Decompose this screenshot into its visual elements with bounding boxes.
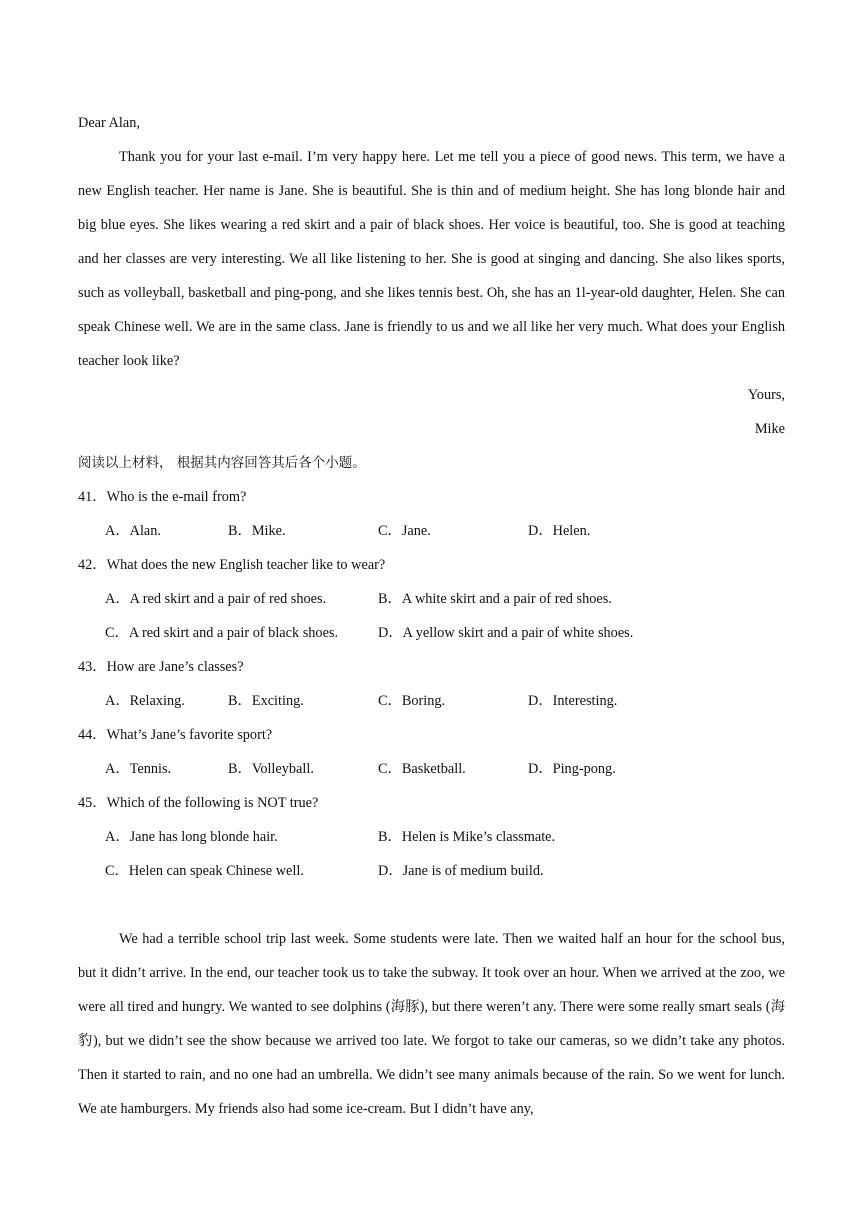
- options-41: [78, 514, 785, 548]
- option-44-d[interactable]: D．Ping-pong.: [528, 761, 616, 777]
- question-42: 42．What does the new English teacher like to wear?: [78, 557, 386, 573]
- options-45-row1: [78, 820, 785, 854]
- document-page: [78, 106, 785, 1126]
- passage-2: We had a terrible school trip last week. Some students were late. Then we waited half an hour for the school bus, but it didn’t arrive. In the end, our teacher took us to take the subway. It took over an hour. When we arrived at the zoo, we were all tired and hungry. We wanted to see dolphins (海豚), but there weren’t any. There were some really smart seals (海豹), but we didn’t see the show because we arrived too late. We forgot to take our cameras, so we didn’t take any photos. Then it started to rain, and no one had an umbrella. We didn’t see many animals because of the rain. So we went for lunch. We ate hamburgers. My friends also had some ice-cream. But I didn’t have any,: [78, 931, 785, 1117]
- options-43: [78, 684, 785, 718]
- options-42-row2: [78, 616, 785, 650]
- option-45-a[interactable]: A．Jane has long blonde hair.: [105, 829, 278, 845]
- option-43-c[interactable]: C．Boring.: [378, 693, 446, 709]
- letter-body: Thank you for your last e-mail. I’m very happy here. Let me tell you a piece of good news. This term, we have a new English teacher. Her name is Jane. She is beautiful. She is thin and of medium height. She has long blonde hair and big blue eyes. She likes wearing a red skirt and a pair of black shoes. Her voice is beautiful, too. She is good at teaching and her classes are very interesting. We all like listening to her. She is good at singing and dancing. She also likes sports, such as volleyball, basketball and ping-pong, and she likes tennis best. Oh, she has an 1l-year-old daughter, Helen. She can speak Chinese well. We are in the same class. Jane is friendly to us and we all like her very much. What does your English teacher look like?: [78, 149, 785, 369]
- options-45-row2: [78, 854, 785, 888]
- option-43-b[interactable]: B．Exciting.: [228, 693, 304, 709]
- question-41: 41．Who is the e-mail from?: [78, 489, 247, 505]
- option-41-c[interactable]: C．Jane.: [378, 523, 431, 539]
- letter-closing: Yours,: [747, 387, 785, 403]
- instruction: 阅读以上材料， 根据其内容回答其后各个小题。: [78, 455, 366, 471]
- option-41-d[interactable]: D．Helen.: [528, 523, 591, 539]
- option-42-d[interactable]: D．A yellow skirt and a pair of white shoes.: [378, 625, 634, 641]
- section-gap: [78, 888, 785, 922]
- option-42-b[interactable]: B．A white skirt and a pair of red shoes.: [378, 591, 612, 607]
- question-43: 43．How are Jane’s classes?: [78, 659, 244, 675]
- options-44: [78, 752, 785, 786]
- option-45-b[interactable]: B．Helen is Mike’s classmate.: [378, 829, 556, 845]
- option-43-a[interactable]: A．Relaxing.: [105, 693, 185, 709]
- options-42-row1: [78, 582, 785, 616]
- option-43-d[interactable]: D．Interesting.: [528, 693, 618, 709]
- question-44: 44．What’s Jane’s favorite sport?: [78, 727, 273, 743]
- option-44-c[interactable]: C．Basketball.: [378, 761, 466, 777]
- letter-signature: Mike: [754, 421, 785, 437]
- option-45-c[interactable]: C．Helen can speak Chinese well.: [105, 863, 304, 879]
- option-42-a[interactable]: A．A red skirt and a pair of red shoes.: [105, 591, 327, 607]
- option-41-a[interactable]: A．Alan.: [105, 523, 161, 539]
- letter-greeting: Dear Alan,: [78, 115, 140, 131]
- question-45: 45．Which of the following is NOT true?: [78, 795, 319, 811]
- option-42-c[interactable]: C．A red skirt and a pair of black shoes.: [105, 625, 339, 641]
- option-44-a[interactable]: A．Tennis.: [105, 761, 172, 777]
- option-45-d[interactable]: D．Jane is of medium build.: [378, 863, 544, 879]
- option-41-b[interactable]: B．Mike.: [228, 523, 286, 539]
- option-44-b[interactable]: B．Volleyball.: [228, 761, 314, 777]
